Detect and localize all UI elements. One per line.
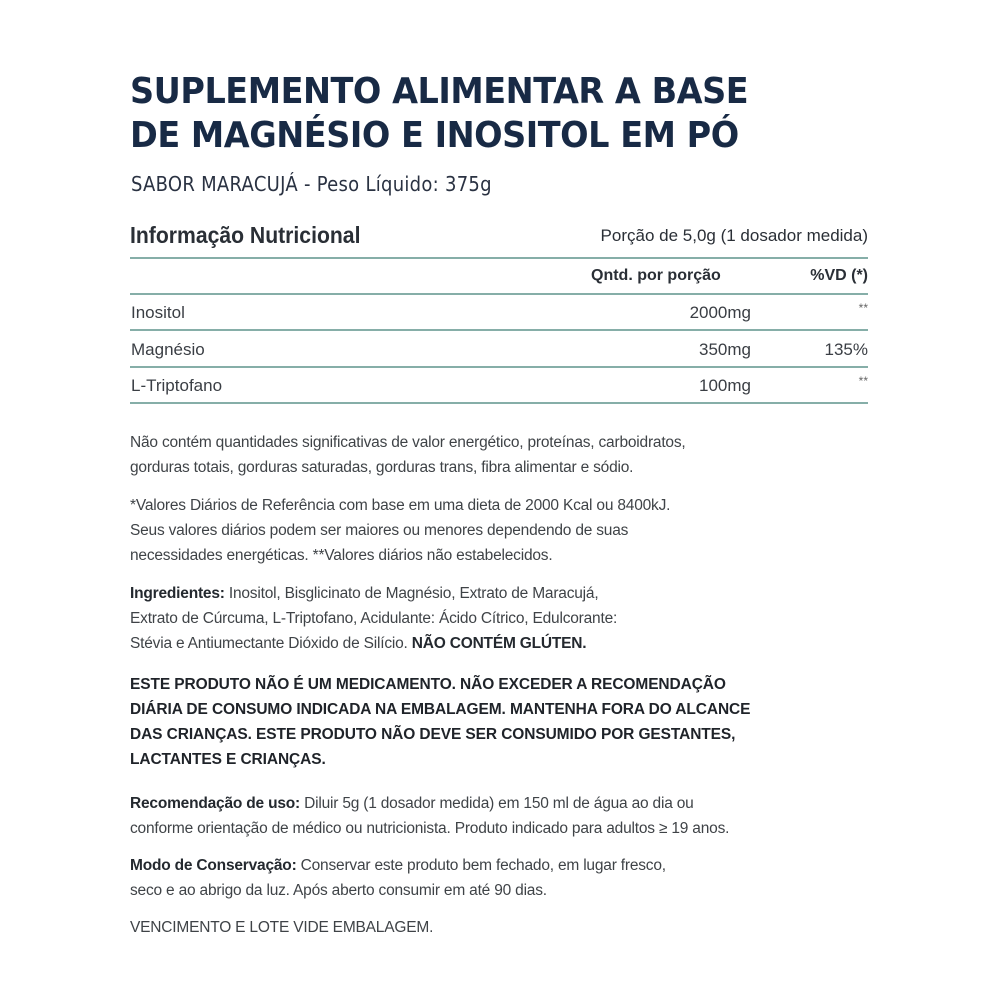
nutrient-name: L-Triptofano bbox=[131, 376, 223, 395]
storage-text: seco e ao abrigo da luz. Após aberto consumir em até 90 dias. bbox=[130, 882, 547, 899]
warning-line: DIÁRIA DE CONSUMO INDICADA NA EMBALAGEM. MANTENHA FORA DO ALCANCE bbox=[130, 701, 751, 718]
product-title-line-2: DE MAGNÉSIO E INOSITOL EM PÓ bbox=[130, 115, 739, 156]
product-title bbox=[130, 70, 748, 158]
warning-notice bbox=[130, 672, 890, 772]
nutrient-qty: 100mg bbox=[699, 376, 751, 395]
note-line: *Valores Diários de Referência com base em uma dieta de 2000 Kcal ou 8400kJ. bbox=[130, 497, 671, 514]
table-rule bbox=[130, 329, 868, 331]
portion-size: Porção de 5,0g (1 dosador medida) bbox=[600, 226, 868, 245]
daily-value-reference-note bbox=[130, 493, 910, 568]
table-rule-bottom bbox=[130, 402, 868, 404]
warning-line: LACTANTES E CRIANÇAS. bbox=[130, 751, 326, 768]
warning-line: DAS CRIANÇAS. ESTE PRODUTO NÃO DEVE SER CONSUMIDO POR GESTANTES, bbox=[130, 726, 736, 743]
storage-text: Conservar este produto bem fechado, em lugar fresco, bbox=[296, 857, 666, 874]
ingredients-label: Ingredientes: bbox=[130, 585, 225, 602]
nutrient-vd: ** bbox=[858, 301, 868, 315]
note-line: Não contém quantidades significativas de valor energético, proteínas, carboidratos, bbox=[130, 434, 686, 451]
ingredients-section bbox=[130, 581, 910, 656]
usage-text: conforme orientação de médico ou nutricionista. Produto indicado para adultos ≥ 19 anos. bbox=[130, 820, 730, 837]
table-row bbox=[130, 368, 868, 404]
ingredients-text: Inositol, Bisglicinato de Magnésio, Extrato de Maracujá, bbox=[224, 585, 599, 602]
note-line: necessidades energéticas. **Valores diários não estabelecidos. bbox=[130, 547, 553, 564]
nutrient-name: Magnésio bbox=[131, 340, 205, 359]
column-header-qty: Qntd. por porção bbox=[591, 267, 721, 284]
nutrient-vd: ** bbox=[858, 374, 868, 388]
nutrient-qty: 350mg bbox=[699, 340, 751, 359]
nutrition-heading: Informação Nutricional bbox=[130, 222, 361, 248]
usage-recommendation bbox=[130, 791, 910, 841]
ingredients-text: Extrato de Cúrcuma, L-Triptofano, Acidulante: Ácido Cítrico, Edulcorante: bbox=[130, 610, 618, 627]
expiry-notice: VENCIMENTO E LOTE VIDE EMBALAGEM. bbox=[130, 919, 434, 936]
table-row bbox=[130, 332, 868, 368]
nutrition-header bbox=[130, 222, 868, 252]
storage-label: Modo de Conservação: bbox=[130, 857, 297, 874]
table-rule-top bbox=[130, 257, 868, 259]
product-title-line-1: SUPLEMENTO ALIMENTAR A BASE bbox=[130, 71, 749, 112]
gluten-free-notice: NÃO CONTÉM GLÚTEN. bbox=[411, 635, 587, 652]
nutrient-name: Inositol bbox=[131, 303, 185, 322]
ingredients-text: Stévia e Antiumectante Dióxido de Silício. bbox=[130, 635, 412, 652]
nutrient-vd: 135% bbox=[824, 340, 868, 359]
usage-text: Diluir 5g (1 dosador medida) em 150 ml de água ao dia ou bbox=[300, 795, 694, 812]
not-significant-note bbox=[130, 430, 910, 480]
note-line: gorduras totais, gorduras saturadas, gorduras trans, fibra alimentar e sódio. bbox=[130, 459, 634, 476]
note-line: Seus valores diários podem ser maiores ou menores dependendo de suas bbox=[130, 522, 629, 539]
warning-line: ESTE PRODUTO NÃO É UM MEDICAMENTO. NÃO EXCEDER A RECOMENDAÇÃO bbox=[130, 676, 726, 693]
table-row bbox=[130, 295, 868, 331]
flavor-and-weight: SABOR MARACUJÁ - Peso Líquido: 375g bbox=[131, 172, 492, 196]
nutrient-qty: 2000mg bbox=[689, 303, 751, 322]
column-header-vd: %VD (*) bbox=[810, 267, 868, 284]
storage-instructions bbox=[130, 853, 910, 903]
usage-label: Recomendação de uso: bbox=[130, 795, 300, 812]
